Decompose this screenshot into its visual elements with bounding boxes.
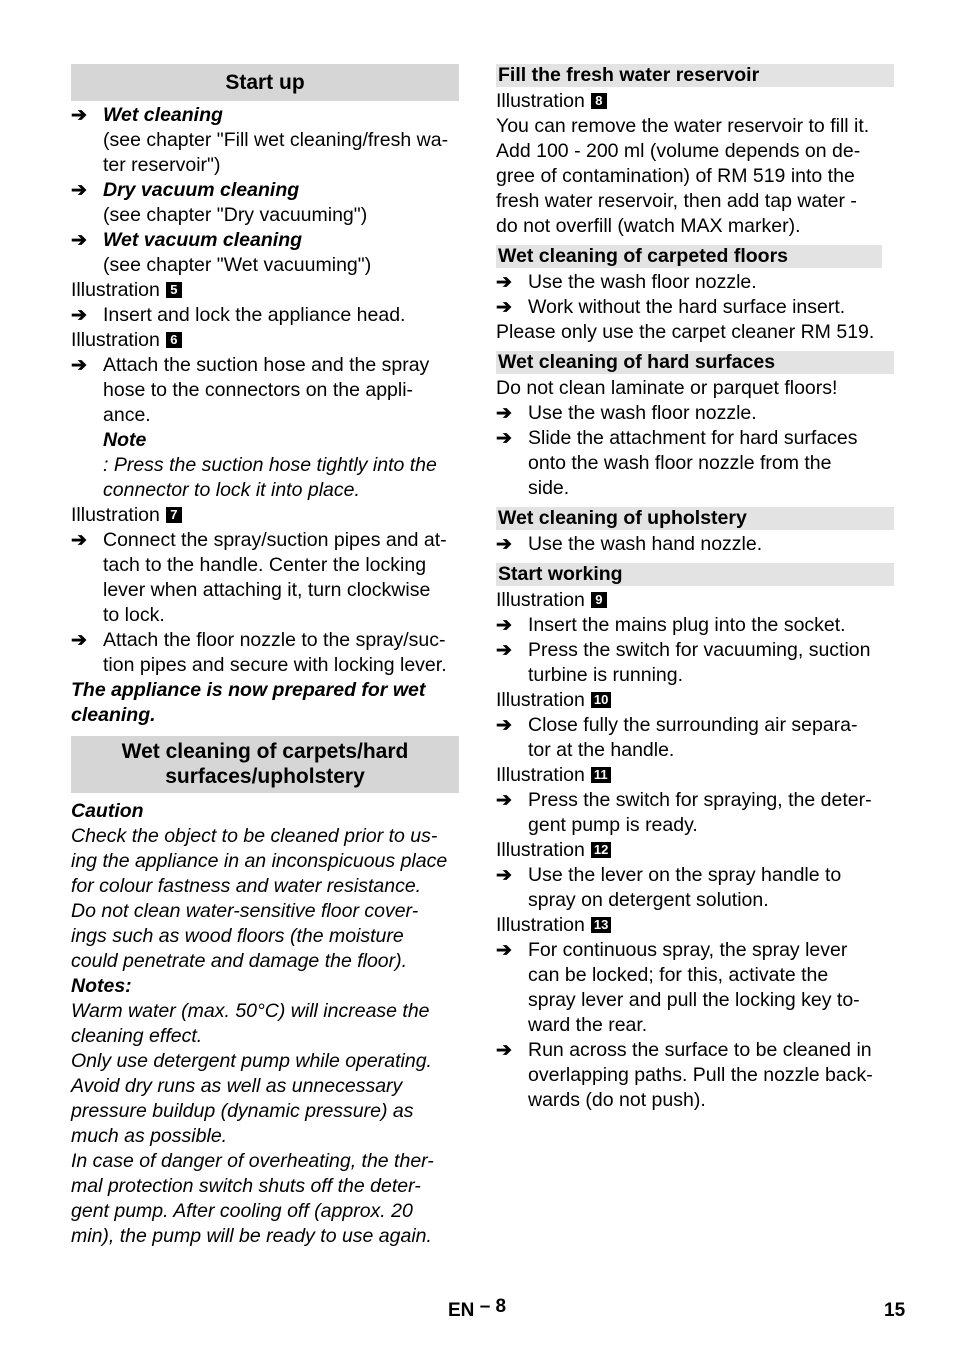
- arrow-icon: ➔: [496, 940, 512, 961]
- step-spray-lever: ➔ Use the lever on the spray handle to spray on detergent solution.: [496, 864, 842, 911]
- fill-reservoir-heading: Fill the fresh water reservoir: [496, 64, 894, 87]
- page-number: 15: [884, 1300, 906, 1321]
- illustration-ref-13: Illustration 13: [496, 913, 894, 938]
- start-up-item-dry: ➔ Dry vacuum cleaning (see chapter "Dry vacuuming"): [71, 179, 368, 226]
- arrow-icon: ➔: [71, 105, 87, 126]
- hard-surfaces-heading: Wet cleaning of hard surfaces: [496, 351, 894, 374]
- arrow-icon: ➔: [496, 640, 512, 661]
- arrow-icon: ➔: [496, 428, 512, 449]
- illustration-ref-9: Illustration 9: [496, 588, 894, 613]
- arrow-icon: ➔: [71, 180, 87, 201]
- step-vacuum-switch: ➔ Press the switch for vacuuming, suction turbine is running.: [496, 639, 871, 686]
- wet-cleaning-heading: Wet cleaning of carpets/hard surfaces/upholstery: [71, 736, 459, 793]
- step-mains-plug: ➔ Insert the mains plug into the socket.: [496, 614, 846, 636]
- prepared-statement: The appliance is now prepared for wet cleaning.: [71, 679, 426, 726]
- arrow-icon: ➔: [496, 615, 512, 636]
- fill-reservoir-text: You can remove the water reservoir to fill it. Add 100 - 200 ml (volume depends on de- gree of contamination) of RM 519 into the fresh water reservoir, then add tap water - do not overfill (watch MAX marker).: [496, 115, 870, 237]
- caution-block: Caution Check the object to be cleaned prior to us- ing the appliance in an inconspicuous place for colour fastness and water resistance. Do not clean water-sensitive floor cover- ings such as wood floors (the moisture could penetrate and damage the floor).: [71, 799, 459, 974]
- arrow-icon: ➔: [71, 630, 87, 651]
- footer-section-number: EN – 8: [448, 1296, 507, 1321]
- start-up-heading: Start up: [71, 64, 459, 101]
- note-title: Note: [103, 429, 147, 451]
- illustration-ref-5: Illustration 5: [71, 278, 459, 303]
- carpeted-floors-heading: Wet cleaning of carpeted floors: [496, 245, 882, 268]
- step-continuous-spray: ➔ For continuous spray, the spray lever can be locked; for this, activate the spray lever and pull the locking key to- ward the rear.: [496, 939, 860, 1036]
- caution-title: Caution: [71, 800, 144, 822]
- arrow-icon: ➔: [496, 715, 512, 736]
- start-working-heading: Start working: [496, 563, 894, 586]
- step-attach-hose: ➔ Attach the suction hose and the spray hose to the connectors on the appli- ance. Note : Press the suction hose tightly into the connector to lock it into place.: [71, 353, 459, 503]
- step-insert-head: ➔ Insert and lock the appliance head.: [71, 304, 406, 326]
- step-carpet-insert: ➔ Work without the hard surface insert.: [496, 296, 846, 318]
- arrow-icon: ➔: [71, 530, 87, 551]
- step-run-across: ➔ Run across the surface to be cleaned in overlapping paths. Pull the nozzle back- wards (do not push).: [496, 1039, 873, 1111]
- arrow-icon: ➔: [496, 272, 512, 293]
- left-column: [71, 64, 459, 1249]
- arrow-icon: ➔: [71, 305, 87, 326]
- arrow-icon: ➔: [496, 790, 512, 811]
- illustration-ref-6: Illustration 6: [71, 328, 459, 353]
- illustration-ref-12: Illustration 12: [496, 838, 894, 863]
- illustration-ref-7: Illustration 7: [71, 503, 459, 528]
- start-up-item-wet: ➔ Wet cleaning (see chapter "Fill wet cleaning/fresh wa- ter reservoir"): [71, 104, 449, 176]
- step-hard-attachment: ➔ Slide the attachment for hard surfaces onto the wash floor nozzle from the side.: [496, 427, 858, 499]
- step-carpet-nozzle: ➔ Use the wash floor nozzle.: [496, 271, 757, 293]
- arrow-icon: ➔: [71, 355, 87, 376]
- upholstery-heading: Wet cleaning of upholstery: [496, 507, 894, 530]
- laminate-warning: Do not clean laminate or parquet floors!: [496, 377, 838, 399]
- arrow-icon: ➔: [71, 230, 87, 251]
- step-hard-nozzle: ➔ Use the wash floor nozzle.: [496, 402, 757, 424]
- step-hand-nozzle: ➔ Use the wash hand nozzle.: [496, 533, 763, 555]
- illustration-ref-11: Illustration 11: [496, 763, 894, 788]
- illustration-ref-10: Illustration 10: [496, 688, 894, 713]
- step-spray-switch: ➔ Press the switch for spraying, the deter- gent pump is ready.: [496, 789, 872, 836]
- arrow-icon: ➔: [496, 297, 512, 318]
- step-attach-floor-nozzle: ➔ Attach the floor nozzle to the spray/suc- tion pipes and secure with locking lever.: [71, 629, 447, 676]
- notes-block: Notes: Warm water (max. 50°C) will increase the cleaning effect. Only use detergent pump while operating. Avoid dry runs as well as unnecessary pressure buildup (dynamic pressure) as much as possible. In case of danger of overheating, the ther- mal protection switch shuts off the deter- gent pump. After cooling off (approx. 20 min), the pump will be ready to use again.: [71, 974, 459, 1249]
- right-column: [496, 64, 894, 1113]
- notes-title: Notes:: [71, 975, 132, 997]
- step-air-separator: ➔ Close fully the surrounding air separa- tor at the handle.: [496, 714, 858, 761]
- arrow-icon: ➔: [496, 865, 512, 886]
- arrow-icon: ➔: [496, 1040, 512, 1061]
- carpet-cleaner-note: Please only use the carpet cleaner RM 519.: [496, 321, 875, 343]
- start-up-item-wet-vacuum: ➔ Wet vacuum cleaning (see chapter "Wet vacuuming"): [71, 229, 372, 276]
- arrow-icon: ➔: [496, 534, 512, 555]
- illustration-ref-8: Illustration 8: [496, 89, 894, 114]
- step-connect-pipes: ➔ Connect the spray/suction pipes and at- tach to the handle. Center the locking lever when attaching it, turn clockwise to lock.: [71, 529, 447, 626]
- arrow-icon: ➔: [496, 403, 512, 424]
